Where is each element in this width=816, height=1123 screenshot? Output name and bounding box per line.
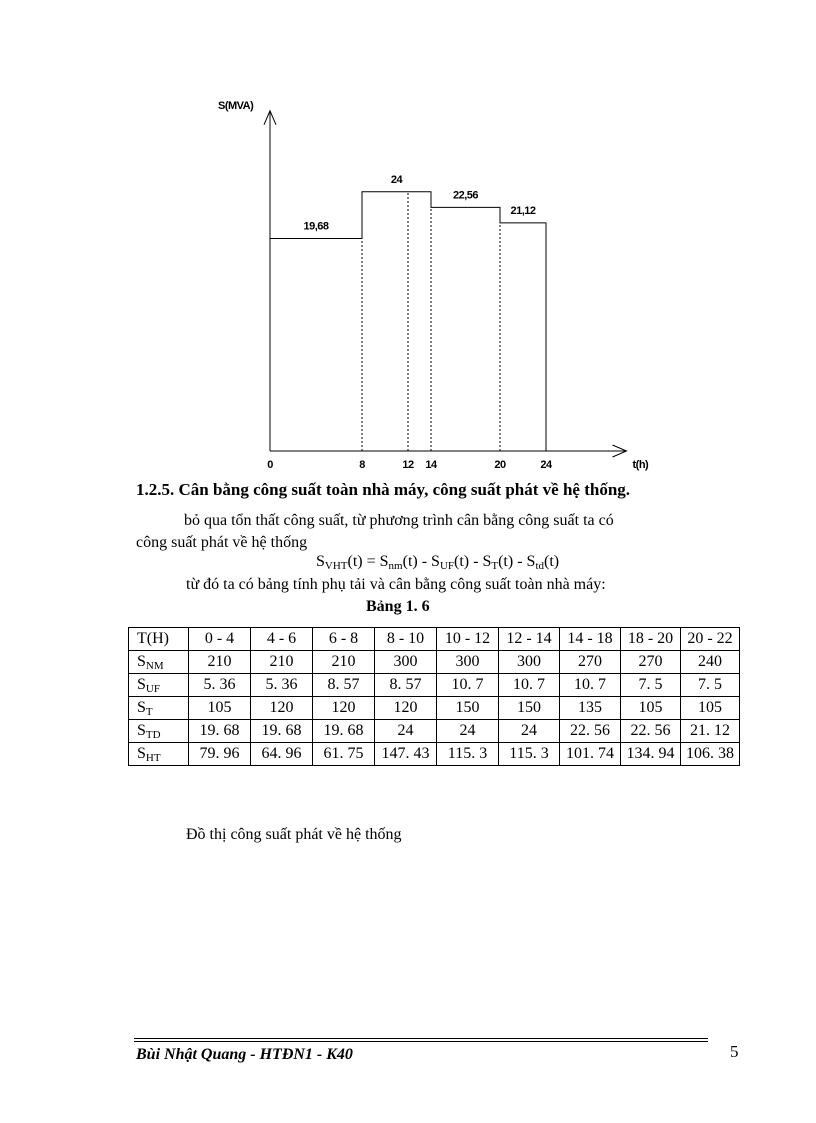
table-cell: 300 <box>375 651 437 674</box>
table-cell: 8. 57 <box>375 674 437 697</box>
table-cell: 105 <box>189 697 251 720</box>
table-body <box>129 628 740 766</box>
power-balance-formula: $S_{VHT}(t) = S_{nm}(t) - S_{UF}(t) - S_T(t) - S_{td}(t)$ <box>316 553 560 572</box>
row-label: $S_{NM}$ <box>129 651 189 674</box>
table-cell: 150 <box>499 697 560 720</box>
table-cell: 135 <box>560 697 621 720</box>
table-cell: 24 <box>499 720 560 743</box>
table-cell: 270 <box>560 651 621 674</box>
table-row <box>129 697 740 720</box>
chart-labels <box>218 100 649 471</box>
table-header-cell: 14 - 18 <box>560 628 621 651</box>
table-cell: 300 <box>499 651 560 674</box>
footer-divider <box>134 1038 708 1039</box>
table-cell: 210 <box>313 651 375 674</box>
table-cell: 24 <box>437 720 499 743</box>
paragraph-1: bỏ qua tổn thất công suất, từ phương trình cân bằng công suất ta có <box>184 512 614 529</box>
table-cell: 22. 56 <box>560 720 621 743</box>
x-tick-label: 12 <box>402 459 414 471</box>
x-tick-label: 24 <box>540 459 552 471</box>
table-cell: 210 <box>251 651 313 674</box>
table-cell: 120 <box>251 697 313 720</box>
table-cell: 7. 5 <box>681 674 740 697</box>
table-cell: 115. 3 <box>499 743 560 766</box>
table-header-cell: 4 - 6 <box>251 628 313 651</box>
x-axis-label: t(h) <box>632 459 649 471</box>
table-cell: 10. 7 <box>437 674 499 697</box>
row-label: $S_{UF}$ <box>129 674 189 697</box>
table-cell: 150 <box>437 697 499 720</box>
table-header-cell: 12 - 14 <box>499 628 560 651</box>
table-cell: 64. 96 <box>251 743 313 766</box>
table-cell: 300 <box>437 651 499 674</box>
table-caption: Bảng 1. 6 <box>366 598 430 615</box>
section-title: 1.2.5. Cân bằng công suất toàn nhà máy, công suất phát về hệ thống. <box>136 480 631 499</box>
x-tick-label: 20 <box>494 459 506 471</box>
page-number: 5 <box>730 1042 739 1061</box>
segment-bar <box>500 223 546 451</box>
table-header-label: T(H) <box>129 628 189 651</box>
table-cell: 105 <box>621 697 681 720</box>
table-header-cell: 0 - 4 <box>189 628 251 651</box>
table-cell: 7. 5 <box>621 674 681 697</box>
table-cell: 24 <box>375 720 437 743</box>
segment-value-label: 21,12 <box>510 204 536 217</box>
paragraph-3: từ đó ta có bảng tính phụ tải và cân bằng công suất toàn nhà máy: <box>186 576 606 593</box>
row-label: $S_{HT}$ <box>129 743 189 766</box>
table-cell: 22. 56 <box>621 720 681 743</box>
table-cell: 120 <box>313 697 375 720</box>
table-row <box>129 674 740 697</box>
row-label: $S_T$ <box>129 697 189 720</box>
x-tick-label: 8 <box>359 459 365 471</box>
segment-value-label: 22,56 <box>452 189 479 202</box>
power-balance-table <box>128 627 740 766</box>
table-cell: 5. 36 <box>251 674 313 697</box>
paragraph-4: Đồ thị công suất phát về hệ thống <box>186 826 402 843</box>
table-cell: 147. 43 <box>375 743 437 766</box>
y-axis-label: S(MVA) <box>218 100 254 112</box>
table-cell: 105 <box>681 697 740 720</box>
x-tick-label: 14 <box>425 459 437 471</box>
segment-value-label: 24 <box>390 173 403 186</box>
segment-value-label: 19,68 <box>303 220 329 233</box>
table-cell: 120 <box>375 697 437 720</box>
table-cell: 19. 68 <box>251 720 313 743</box>
table-cell: 8. 57 <box>313 674 375 697</box>
table-header-row <box>129 628 740 651</box>
table-cell: 270 <box>621 651 681 674</box>
table-cell: 19. 68 <box>189 720 251 743</box>
table-header-cell: 20 - 22 <box>681 628 740 651</box>
table-cell: 5. 36 <box>189 674 251 697</box>
table-cell: 10. 7 <box>560 674 621 697</box>
table-row <box>129 651 740 674</box>
table-cell: 210 <box>189 651 251 674</box>
table-cell: 10. 7 <box>499 674 560 697</box>
load-chart <box>200 92 660 478</box>
table-cell: 21. 12 <box>681 720 740 743</box>
table-cell: 115. 3 <box>437 743 499 766</box>
footer-author: Bùi Nhật Quang - HTĐN1 - K40 <box>136 1046 353 1063</box>
table-row <box>129 720 740 743</box>
row-label: $S_{TD}$ <box>129 720 189 743</box>
table-cell: 106. 38 <box>681 743 740 766</box>
x-tick-label: 0 <box>267 459 273 471</box>
table-cell: 240 <box>681 651 740 674</box>
table-cell: 19. 68 <box>313 720 375 743</box>
table-cell: 79. 96 <box>189 743 251 766</box>
table-row <box>129 743 740 766</box>
segment-bar <box>270 238 362 451</box>
paragraph-2: công suất phát về hệ thống <box>136 534 308 551</box>
segment-bar <box>431 207 500 451</box>
table-header-cell: 10 - 12 <box>437 628 499 651</box>
table-header-cell: 8 - 10 <box>375 628 437 651</box>
table-cell: 61. 75 <box>313 743 375 766</box>
chart-axes <box>264 111 627 457</box>
table-cell: 134. 94 <box>621 743 681 766</box>
table-cell: 101. 74 <box>560 743 621 766</box>
table-header-cell: 6 - 8 <box>313 628 375 651</box>
table-header-cell: 18 - 20 <box>621 628 681 651</box>
segment-bar <box>362 192 431 451</box>
footer-divider <box>134 1041 708 1042</box>
